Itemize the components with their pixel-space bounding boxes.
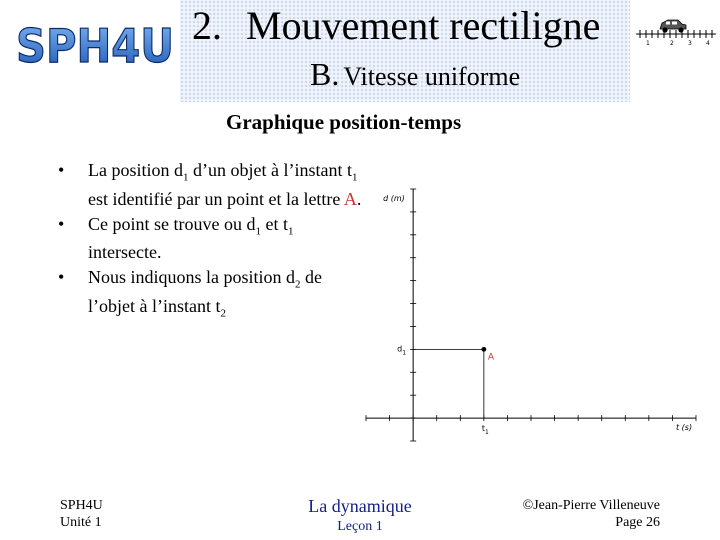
- logo-text: SPH4U: [16, 19, 174, 72]
- t1-label: $t_1$: [481, 424, 489, 437]
- subtitle-text: Vitesse uniforme: [343, 62, 521, 91]
- footer-unit: Unité 1: [60, 515, 102, 530]
- point-label-a: A: [487, 352, 495, 363]
- title-number: 2.: [192, 3, 222, 48]
- highlight-letter-a: A: [343, 188, 357, 209]
- d1-label: $d_1$: [397, 344, 407, 357]
- title-box: [180, 0, 630, 102]
- position-time-graph: [364, 185, 704, 445]
- axis-ticks: [366, 189, 696, 441]
- footer-topic: [260, 496, 460, 535]
- footer-copyright: ©Jean-Pierre Villeneuve: [522, 498, 660, 513]
- bullet-item-2: • Ce point se trouve ou $d_1$ et $t_1$ intersecte.: [58, 214, 363, 264]
- bullet-item-3: • Nous indiquons la position $d_2$ de l’objet à l’instant $t_2$: [58, 267, 363, 324]
- y-axis-label: d (m): [383, 194, 405, 203]
- sph4u-logo: [14, 12, 178, 72]
- footer-course: [60, 497, 103, 531]
- footer-course-code: SPH4U: [60, 498, 103, 513]
- footer-page-number: Page 26: [615, 515, 660, 530]
- subtitle: [310, 56, 520, 93]
- bullet-list: [58, 160, 363, 328]
- car-tick-1: 1: [646, 40, 650, 46]
- car-tick-3: 3: [688, 40, 692, 46]
- car-shape: [660, 20, 686, 33]
- car-on-number-line-icon: [634, 12, 718, 46]
- title-main: [192, 2, 600, 49]
- subtitle-letter: B.: [310, 56, 340, 92]
- x-axis-label: t (s): [676, 423, 693, 433]
- footer-author: [440, 497, 660, 531]
- graph-title: Graphique position-temps: [226, 110, 462, 134]
- car-tick-4: 4: [706, 40, 710, 46]
- car-tick-2: 2: [670, 40, 674, 46]
- bullet-item-1: • La position $d_1$ d’un objet à l’instant $t_1$ est identifié par un point et la lettre A.: [58, 160, 363, 210]
- footer-topic-title: La dynamique: [308, 496, 412, 516]
- title-text: Mouvement rectiligne: [246, 3, 601, 48]
- footer-lesson: Leçon 1: [337, 519, 383, 534]
- data-point-a: [481, 347, 486, 352]
